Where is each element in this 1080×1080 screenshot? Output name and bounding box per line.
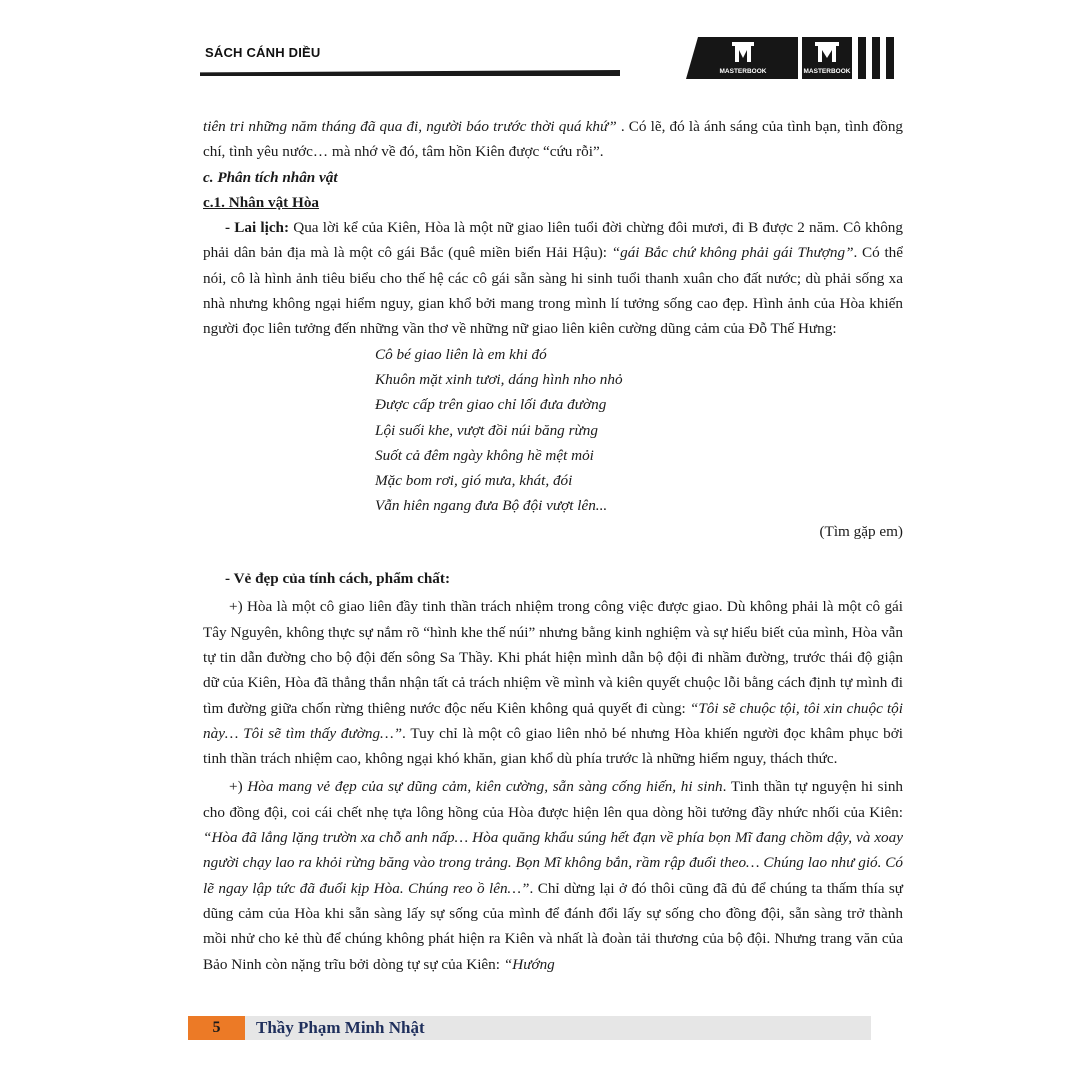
logo-text-2: MASTERBOOK (803, 68, 851, 75)
poem-line: Suốt cả đêm ngày không hề mệt mỏi (375, 446, 594, 464)
paragraph-trach-nhiem: +) Hòa là một cô giao liên đầy tinh thần trách nhiệm trong công việc được giao. Dù không phải là một cô gái Tây Nguyên, không thực sự nắm rõ “hình khe thế núi” nhưng bằng kinh nghiệm và sự hiểu biết của mình, Hòa vẫn tự tin dẫn đường cho bộ đội đến sông Sa Thầy. Khi phát hiện mình dẫn bộ đội đi nhầm đường, trước thái độ giận dữ của Kiên, Hòa đã thẳng thắn nhận tất cả trách nhiệm về mình và kiên quyết chuộc lỗi bằng cách định tự mình đi tìm đường giữa chốn rừng thiêng nước độc nếu Kiên không quả quyết đi cùng: “Tôi sẽ chuộc tội, tôi xin chuộc tội này… Tôi sẽ tìm thấy đường…”. Tuy chỉ là một cô giao liên nhỏ bé nhưng Hòa khiến người đọc khâm phục bởi tinh thần trách nhiệm cao, không ngại khó khăn, gian khổ dù phía trước là những hiểm nguy, thách thức. (203, 598, 903, 768)
header-rule (200, 70, 620, 76)
footer-author: Thầy Phạm Minh Nhật (256, 1018, 425, 1037)
poem-line: Khuôn mặt xinh tươi, dáng hình nho nhỏ (375, 370, 623, 388)
masterbook-logo (686, 37, 898, 79)
poem-line: Mặc bom rơi, gió mưa, khát, đói (375, 472, 573, 490)
paragraph-intro: tiên tri những năm tháng đã qua đi, người báo trước thời quá khứ” . Có lẽ, đó là ánh sáng của tình bạn, tình đồng chí, tình yêu nước… mà nhớ về đó, tâm hồn Kiên được “cứu rỗi”. (203, 118, 904, 161)
poem-line: Được cấp trên giao chỉ lối đưa đường (375, 396, 607, 414)
paragraph-dung-cam: +) Hòa mang vẻ đẹp của sự dũng cảm, kiên cường, sẵn sàng cống hiến, hi sinh. Tinh thần tự nguyện hi sinh cho đồng đội, coi cái chết nhẹ tựa lông hồng của Hòa được hiện lên qua dòng hồi tưởng đầy nhức nhối của Kiên: “Hòa đã lẳng lặng trườn xa chỗ anh nấp… Hòa quăng khẩu súng hết đạn về phía bọn Mĩ đang chồm dậy, và xoay người chạy lao ra khỏi rừng băng vào trong trảng. Bọn Mĩ không bắn, rầm rập đuổi theo… Chúng lao như gió. Có lẽ ngay lập tức đã đuổi kịp Hòa. Chúng reo ồ lên…”. Chỉ dừng lại ở đó thôi cũng đã đủ để chúng ta thấm thía sự dũng cảm của Hòa khi sẵn sàng lấy sự sống của mình để đánh đổi lấy sự sống cho đồng đội, sẵn sàng trở thành mồi nhử cho kẻ thù để chúng không phát hiện ra Kiên và nhất là đoàn tải thương của bộ đội. Nhưng trang văn của Bảo Ninh còn nặng trĩu bởi dòng tự sự của Kiên: “Hướng (203, 778, 904, 973)
poem-line: Vẫn hiên ngang đưa Bộ đội vượt lên... (375, 497, 608, 515)
header-title: SÁCH CÁNH DIỀU (205, 45, 321, 60)
logo-text-1: MASTERBOOK (719, 68, 767, 75)
document-body (203, 114, 903, 977)
heading-c: c. Phân tích nhân vật (203, 168, 338, 186)
poem-source: (Tìm gặp em) (819, 522, 903, 540)
poem-line: Lội suối khe, vượt đồi núi băng rừng (375, 421, 598, 439)
heading-c1: c.1. Nhân vật Hòa (203, 193, 320, 211)
paragraph-lai-lich: - Lai lịch: Qua lời kể của Kiên, Hòa là một nữ giao liên tuổi đời chừng đôi mươi, đi B được 2 năm. Cô không phải dân bản địa mà là một cô gái Bắc (quê miền biển Hải Hậu): “gái Bắc chứ không phải gái Thượng”. Có thể nói, cô là hình ảnh tiêu biểu cho thế hệ các cô gái sẵn sàng hi sinh tuổi thanh xuân cho đất nước; dù phải sống xa nhà nhưng không ngại hiểm nguy, gian khổ bởi mang trong mình lí tưởng sống cao đẹp. Hình ảnh của Hòa khiến người đọc liên tưởng đến những vần thơ về những nữ giao liên kiên cường dũng cảm của Đỗ Thế Hưng: (203, 219, 904, 338)
heading-ve-dep: - Vẻ đẹp của tính cách, phẩm chất: (225, 570, 451, 588)
page-number: 5 (188, 1016, 245, 1040)
poem-line: Cô bé giao liên là em khi đó (375, 345, 547, 363)
